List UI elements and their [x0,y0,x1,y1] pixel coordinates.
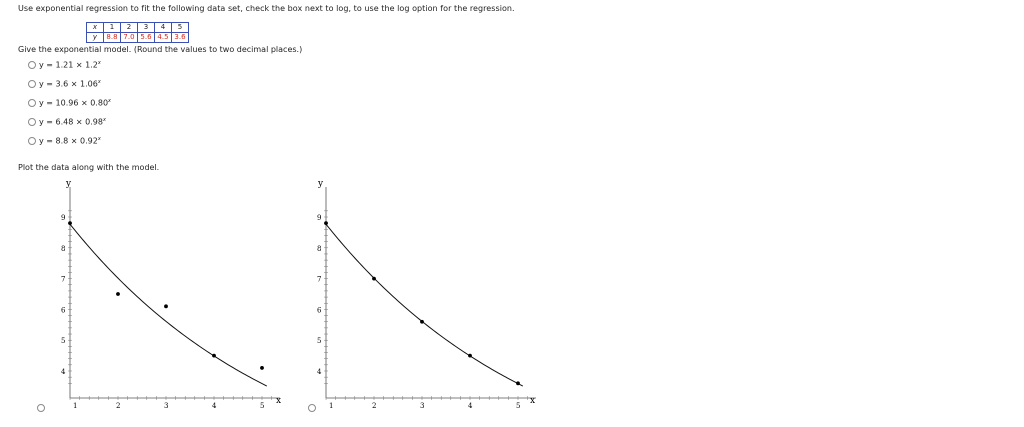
table-cell: 8.8 [104,33,121,43]
data-point [260,366,264,370]
choice-label: $y = 6.48 \times 0.98^x$ [39,117,106,127]
graph-option-1[interactable] [55,175,290,424]
table-cell: 3.6 [172,33,189,43]
y-tick-label: 7 [61,275,66,284]
radio-button[interactable] [28,137,36,145]
choice-3[interactable] [28,98,111,108]
data-point [324,221,328,225]
data-point [68,221,72,225]
data-point [468,354,472,358]
instruction-text: Use exponential regression to fit the following data set, check the box next to log, to use the log option for the regression. [18,4,515,13]
x-tick-label: 2 [372,402,377,410]
y-tick-label: 4 [61,368,66,376]
y-tick-label: 5 [317,337,322,346]
data-point [516,381,520,385]
graph-radio-1[interactable] [37,404,45,412]
radio-button[interactable] [28,61,36,69]
table-header-x: x [87,23,104,33]
model-curve [326,224,523,386]
choice-4[interactable] [28,117,106,127]
y-axis-label: y [318,179,324,189]
graph-radio-2[interactable] [308,404,316,412]
graph-plot [311,175,546,420]
x-tick-label: 4 [468,402,473,410]
table-row-x [87,23,189,33]
model-curve [70,224,267,386]
radio-button[interactable] [28,80,36,88]
x-tick-label: 3 [164,402,169,410]
y-tick-label: 8 [61,244,66,253]
choice-label: $y = 10.96 \times 0.80^x$ [39,98,111,108]
y-axis-label: y [66,179,72,189]
y-tick-label: 6 [61,306,66,315]
table-cell: 5.6 [138,33,155,43]
choice-label: $y = 8.8 \times 0.92^x$ [39,136,101,146]
x-tick-label: 5 [260,402,265,410]
data-point [420,320,424,324]
table-cell: 1 [104,23,121,33]
model-prompt: Give the exponential model. (Round the values to two decimal places.) [18,45,303,54]
data-point [164,304,168,308]
x-tick-label: 3 [420,402,425,410]
radio-button[interactable] [28,118,36,126]
choice-label: $y = 3.6 \times 1.06^x$ [39,79,101,89]
choice-label: $y = 1.21 \times 1.2^x$ [39,60,101,70]
table-cell: 3 [138,23,155,33]
data-point [372,277,376,281]
data-table [86,22,189,43]
x-tick-label: 5 [516,402,521,410]
data-point [116,292,120,296]
x-axis-label: x [530,396,536,406]
table-header-y: y [87,33,104,43]
graph-option-2[interactable] [311,175,546,424]
y-tick-label: 8 [317,244,322,253]
table-cell: 4.5 [155,33,172,43]
y-tick-label: 9 [317,214,322,222]
data-point [212,354,216,358]
x-tick-label: 1 [73,402,78,410]
y-tick-label: 4 [317,368,322,376]
table-cell: 2 [121,23,138,33]
y-tick-label: 7 [317,275,322,284]
table-cell: 4 [155,23,172,33]
y-tick-label: 6 [317,306,322,315]
plot-prompt: Plot the data along with the model. [18,163,160,172]
choice-2[interactable] [28,79,101,89]
graph-plot [55,175,290,420]
x-tick-label: 4 [212,402,217,410]
radio-button[interactable] [28,99,36,107]
table-cell: 5 [172,23,189,33]
x-tick-label: 2 [116,402,121,410]
choice-5[interactable] [28,136,101,146]
y-tick-label: 5 [61,337,66,346]
table-row-y [87,33,189,43]
x-tick-label: 1 [329,402,334,410]
x-axis-label: x [276,396,282,406]
table-cell: 7.0 [121,33,138,43]
y-tick-label: 9 [61,214,66,222]
choice-1[interactable] [28,60,101,70]
